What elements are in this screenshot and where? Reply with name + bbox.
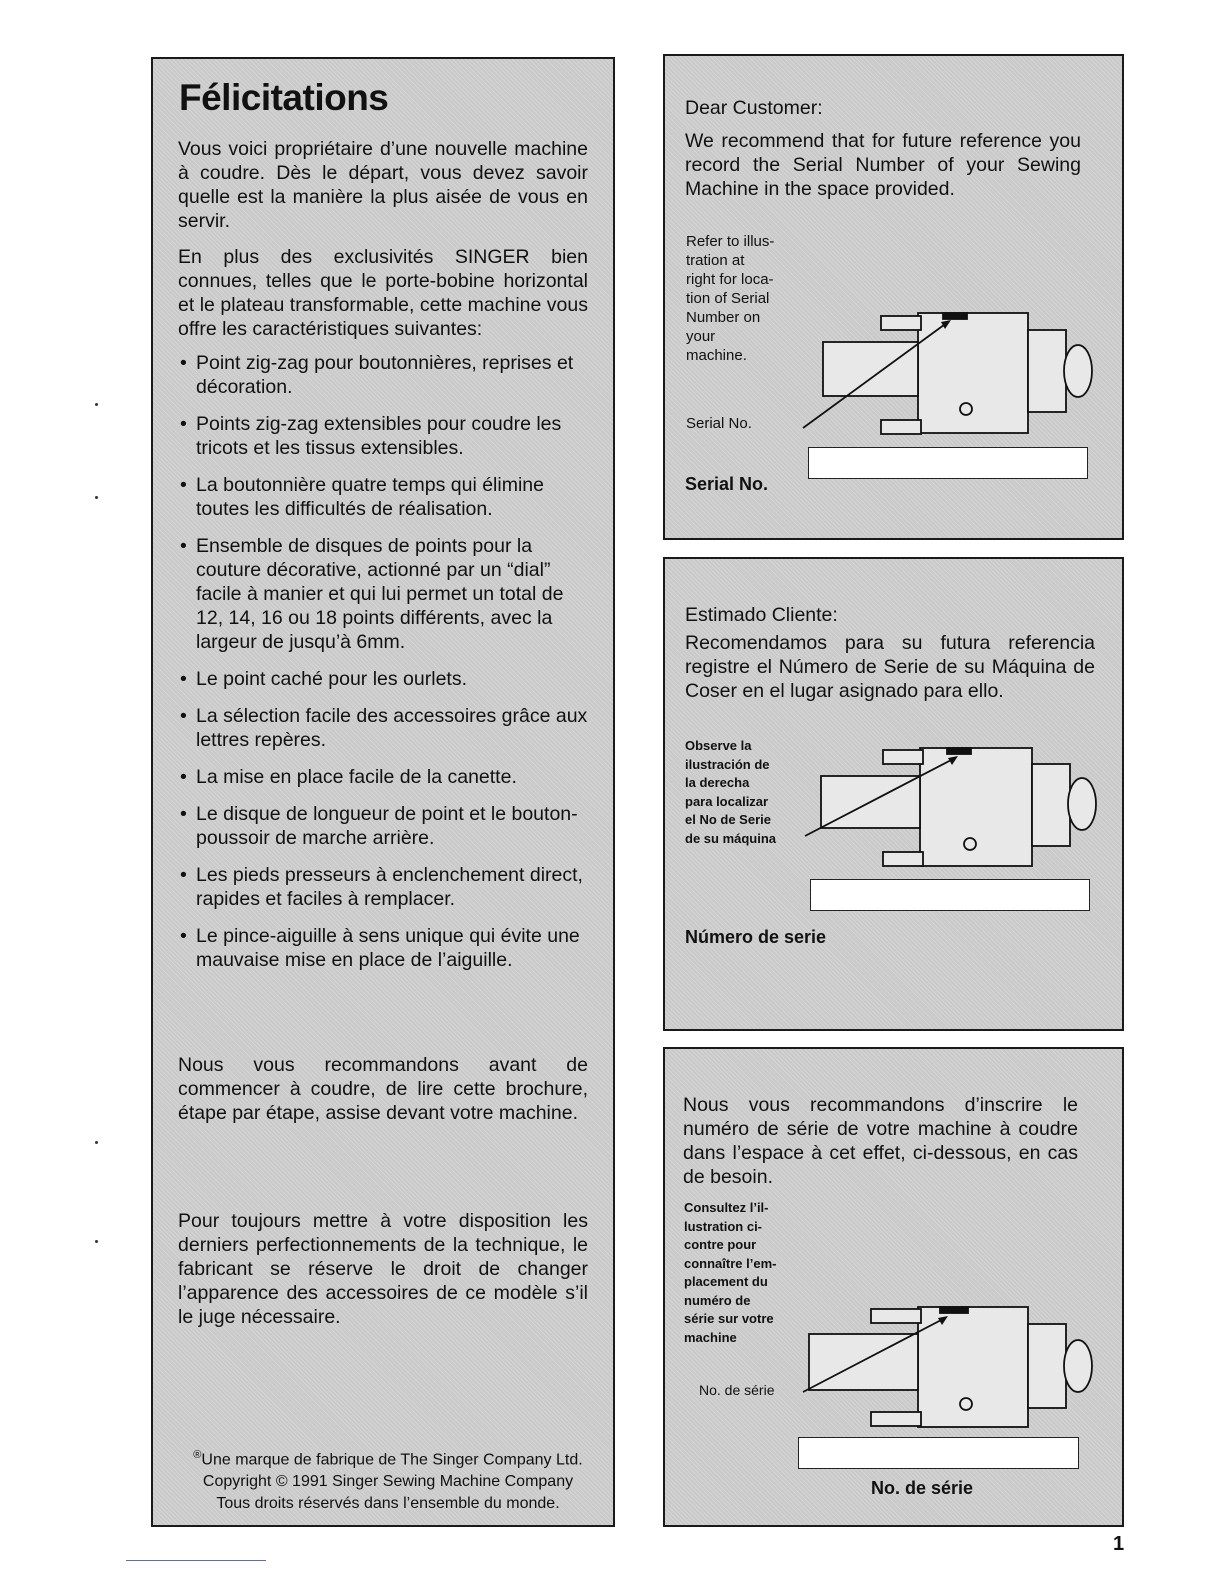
greeting: Estimado Cliente: <box>685 604 838 626</box>
recommend-paragraph: Nous vous recommandons avant de commencer à coudre, de lire cette brochure, étape par étape, assise devant votre machine. <box>178 1054 588 1124</box>
bullet-icon: • <box>180 864 187 886</box>
bullet-icon: • <box>180 925 187 947</box>
list-item: • Le point caché pour les ourlets. <box>180 668 468 690</box>
serial-number-field[interactable] <box>798 1437 1079 1469</box>
scan-dot <box>95 1141 98 1144</box>
serial-label: Serial No. <box>685 474 769 494</box>
list-item: • Ensemble de disques de points pour la couture décorative, actionné par un “dial” facile à manier et qui lui permet un total de 12, 14, 16 ou 18 points différents, avec la largeur de jusqu’à 6mm. <box>180 535 564 653</box>
page-number: 1 <box>1113 1533 1125 1555</box>
sewing-machine-illustration <box>805 744 1105 874</box>
felicitations-panel <box>151 57 615 1527</box>
serial-small-label: Serial No. <box>686 415 752 432</box>
sewing-machine-illustration <box>803 308 1103 448</box>
illustration-note: Observe la ilustración de la derecha para localizar el No de Serie de su máquina <box>685 738 777 846</box>
recommend-text: Recomendamos para su futura referencia registre el Número de Serie de su Máquina de Coser en el lugar asignado para ello. <box>685 632 1095 702</box>
bullet-icon: • <box>180 474 187 496</box>
bullet-icon: • <box>180 413 187 435</box>
recommend-text: Nous vous recommandons d’inscrire le numéro de série de votre machine à coudre dans l’espace à cet effet, ci-dessous, en cas de besoin. <box>683 1094 1078 1188</box>
bullet-icon: • <box>180 803 187 825</box>
bullet-icon: • <box>180 705 187 727</box>
serial-label: Número de serie <box>685 927 827 947</box>
scan-dot <box>95 1240 98 1243</box>
spanish-serial-panel <box>663 557 1124 1031</box>
copyright-footnote: ®Une marque de fabrique de The Singer Company Ltd. Copyright © 1991 Singer Sewing Machine Company Tous droits réservés dans l’ensemble du monde. <box>193 1449 583 1513</box>
greeting: Dear Customer: <box>685 97 823 119</box>
sewing-machine-illustration <box>803 1304 1103 1434</box>
list-item: • Les pieds presseurs à enclenchement direct, rapides et faciles à remplacer. <box>180 864 583 910</box>
intro-paragraph-1: Vous voici propriétaire d’une nouvelle machine à coudre. Dès le départ, vous devez savoir quelle est la manière la plus aisée de vous en servir. <box>178 138 588 232</box>
serial-label: No. de série <box>871 1478 974 1498</box>
bullet-icon: • <box>180 766 187 788</box>
serial-small-label: No. de série <box>699 1382 775 1398</box>
bullet-icon: • <box>180 535 187 557</box>
intro-paragraph-2: En plus des exclusivités SINGER bien connues, telles que le porte-bobine horizontal et le plateau transformable, cette machine vous offre les caractéristiques suivantes: <box>178 246 588 340</box>
illustration-note: Refer to illus- tration at right for loca- tion of Serial Number on your machine. <box>686 233 775 364</box>
list-item: • Points zig-zag extensibles pour coudre les tricots et les tissus extensibles. <box>180 413 562 459</box>
list-item: • Le disque de longueur de point et le bouton-poussoir de marche arrière. <box>180 803 578 849</box>
french-serial-panel <box>663 1047 1124 1527</box>
scan-dot <box>95 496 98 499</box>
bullet-icon: • <box>180 352 187 374</box>
recommend-text: We recommend that for future reference you record the Serial Number of your Sewing Machine in the space provided. <box>685 130 1081 200</box>
list-item: • La sélection facile des accessoires grâce aux lettres repères. <box>180 705 588 751</box>
list-item: • La boutonnière quatre temps qui élimine toutes les difficultés de réalisation. <box>180 474 544 520</box>
page-title: Félicitations <box>179 77 389 118</box>
list-item: • Point zig-zag pour boutonnières, reprises et décoration. <box>180 352 574 398</box>
english-serial-panel <box>663 54 1124 540</box>
scan-edge-line <box>126 1560 266 1561</box>
registered-mark: ® <box>193 1449 202 1461</box>
serial-number-field[interactable] <box>808 447 1088 479</box>
bullet-icon: • <box>180 668 187 690</box>
scan-dot <box>95 403 98 406</box>
illustration-note: Consultez l’il- lustration ci- contre pour connaître l’em- placement du numéro de série sur votre machine <box>684 1200 777 1345</box>
serial-number-field[interactable] <box>810 879 1090 911</box>
list-item: • La mise en place facile de la canette. <box>180 766 517 788</box>
improvements-paragraph: Pour toujours mettre à votre disposition les derniers perfectionnements de la technique, le fabricant se réserve le droit de changer l’apparence des accessoires de ce modèle s’il le juge nécessaire. <box>178 1210 588 1328</box>
feature-list <box>178 351 588 985</box>
list-item: • Le pince-aiguille à sens unique qui évite une mauvaise mise en place de l’aiguille. <box>180 925 580 971</box>
